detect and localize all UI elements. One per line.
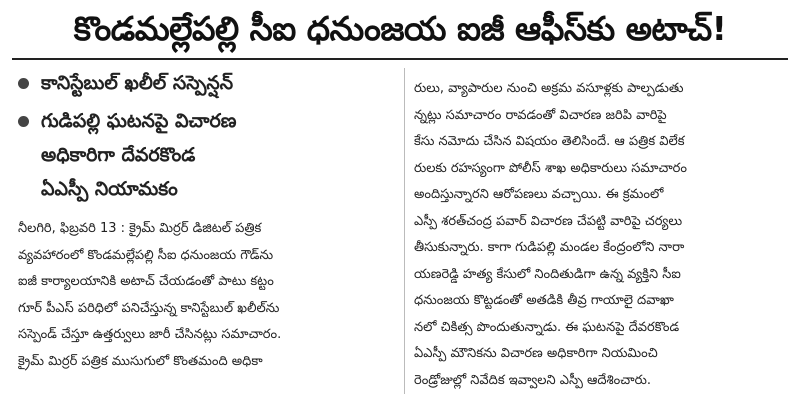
headline-rule	[12, 58, 788, 60]
text-line: తీసుకున్నారు. కాగా గుడిపల్లి మండల కేంద్రంలోని నారా	[414, 240, 685, 255]
text-line: సస్పెండ్ చేస్తూ ఉత్తర్వులు జారీ చేసినట్లు సమాచారం.	[18, 327, 282, 342]
right-column	[414, 76, 792, 394]
text-line: ఏఎస్పీ మౌనికను విచారణ అధికారిగా నియమించి	[414, 346, 658, 361]
text-line: ఎస్పీ శరత్‌చంద్ర పవార్ విచారణ చేపట్టి వారిపై చర్యలు	[414, 213, 683, 229]
right-body-text	[414, 76, 792, 394]
text-line: అందిస్తున్నారని ఆరోపణలు వచ్చాయి. ఈ క్రమంలో	[414, 187, 664, 202]
headline: కొండమల్లేపల్లి సీఐ ధనుంజయ ఐజీ ఆఫీస్‌కు అటాచ్!	[73, 9, 727, 48]
bullet-text: కానిస్టేబుల్ ఖలీల్ సస్పెన్షన్	[41, 72, 234, 94]
text-line: రులు, వ్యాపారుల నుంచి అక్రమ వసూళ్లకు పాల్పడుతు	[414, 81, 684, 96]
text-line: కేసు నమోదు చేసిన విషయం తెలిసిందే. ఆ పత్రిక విలేక	[414, 134, 685, 149]
text-line: గూర్ పీఎస్ పరిధిలో పనిచేస్తున్న కానిస్టేబుల్ ఖలీల్‌ను	[18, 300, 280, 316]
bullet-dot-icon	[18, 116, 29, 127]
left-column	[18, 66, 398, 375]
bullet-text: అధికారిగా దేవరకొండ	[41, 144, 196, 166]
text-line: క్రైమ్ మిర్రర్ పత్రిక ముసుగులో కొంతమంది అధికా	[18, 353, 263, 369]
bullet-dot-icon	[18, 78, 29, 89]
left-body-text	[18, 216, 398, 375]
text-line: న్నట్లు సమాచారం రావడంతో విచారణ జరిపి వారిపై	[414, 107, 667, 123]
bullet-item	[18, 66, 398, 100]
text-line: రులకు రహస్యంగా పోలీస్ శాఖ అధికారులు సమాచారం	[414, 160, 687, 176]
text-line: రెండ్రోజుల్లో నివేదిక ఇవ్వాలని ఎస్పీ ఆదేశించారు.	[414, 372, 651, 388]
text-line: నలో చికిత్స పొందుతున్నాడు. ఈ ఘటనపై దేవరకొండ	[414, 319, 680, 335]
text-line: ఐజీ కార్యాలయానికి అటాచ్ చేయడంతో పాటు కట్టం	[18, 274, 274, 289]
bullet-text: గుడిపల్లి ఘటనపై విచారణ	[41, 110, 237, 132]
column-divider	[404, 68, 405, 394]
text-line: ధనుంజయ కొట్టడంతో అతడికి తీవ్ర గాయాలై దవాఖా	[414, 293, 674, 308]
bullet-item	[18, 104, 398, 138]
text-line: వ్యవహారంలో కొండమల్లేపల్లి సీఐ ధనుంజయ గౌడ్‌ను	[18, 247, 274, 263]
bullet-text: ఏఎస్పీ నియామకం	[41, 178, 178, 200]
text-line: యణరెడ్డి హత్య కేసులో నిందితుడిగా ఉన్న వ్యక్తిని సీఐ	[414, 266, 681, 282]
text-line: నీలగిరి, ఫిబ్రవరి 13 : క్రైమ్ మిర్రర్ డిజిటల్ పత్రిక	[18, 221, 262, 236]
